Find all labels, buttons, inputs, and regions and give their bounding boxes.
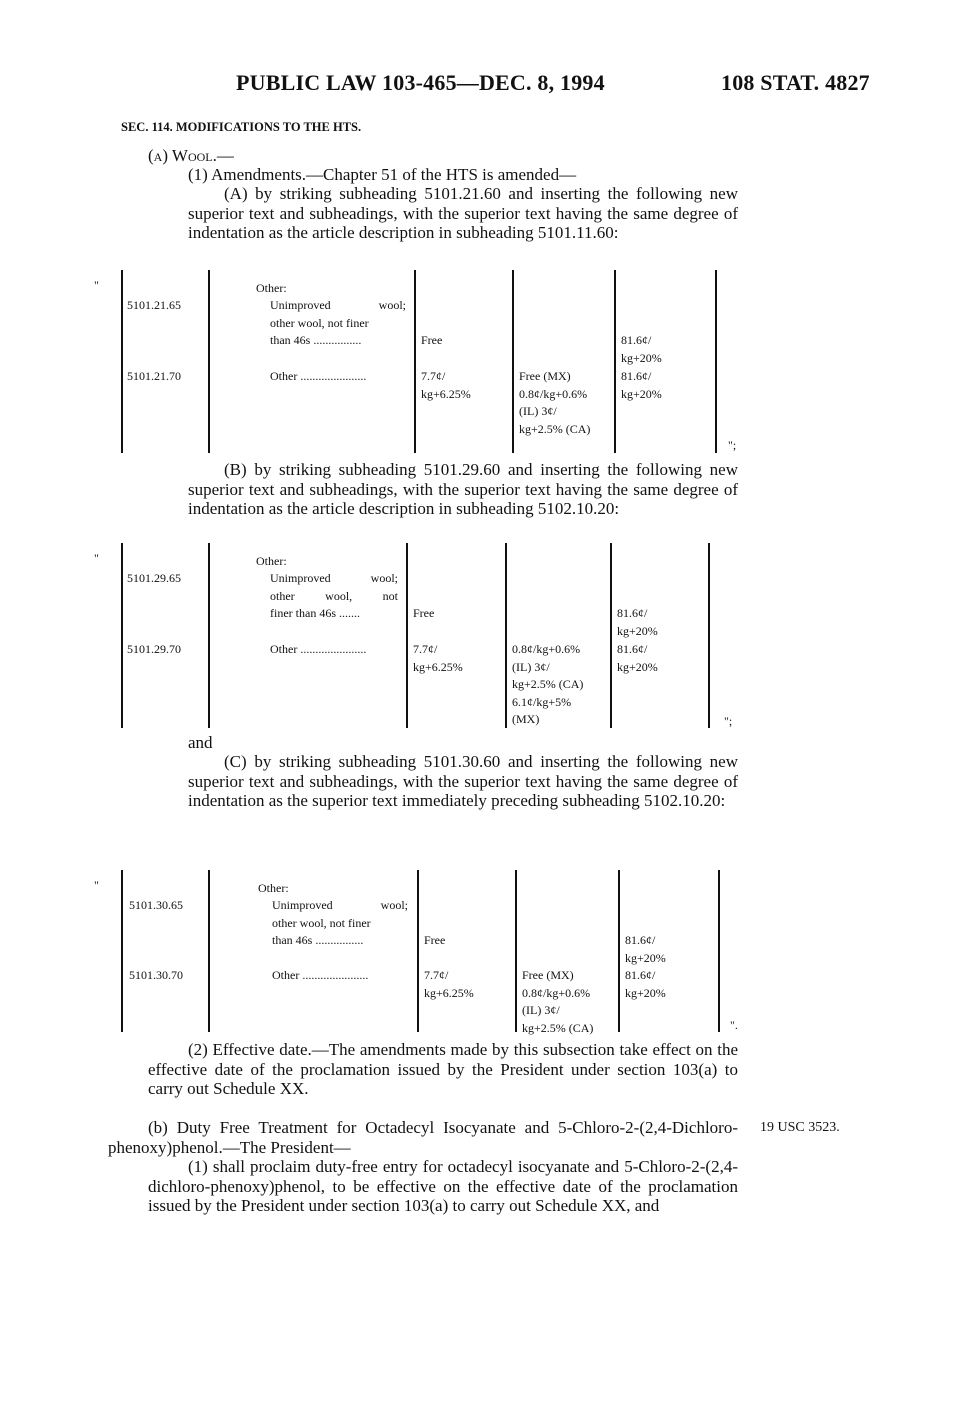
table2-row2-col2: 81.6¢/ kg+20% [617,642,658,674]
table2-row1-code: 5101.29.65 [127,571,181,585]
table3-other-label: Other: [258,881,289,895]
table3-row2-desc: Other ...................... [272,968,369,982]
table3-row1-col2: 81.6¢/ kg+20% [625,933,666,965]
section-heading: SEC. 114. MODIFICATIONS TO THE HTS. [121,120,362,134]
table3-row2-special: Free (MX) 0.8¢/kg+0.6% (IL) 3¢/ kg+2.5% (CA) [522,968,594,1035]
table2-row1-col2: 81.6¢/ kg+20% [617,606,658,638]
table3-row2-general: 7.7¢/ kg+6.25% [424,968,474,1000]
table2-row2-desc: Other ...................... [270,642,367,656]
table3-row2-col2: 81.6¢/ kg+20% [625,968,666,1000]
table2-row1-desc: Unimproved wool; other wool, not finer than 46s ....... [270,571,398,620]
table1-row2-code: 5101.21.70 [127,369,181,383]
table2-row2-special: 0.8¢/kg+0.6% (IL) 3¢/ kg+2.5% (CA) 6.1¢/kg+5% (MX) [512,642,584,726]
table2-other-label: Other: [256,554,287,568]
table1-row2-col2: 81.6¢/ kg+20% [621,369,662,401]
table1-row1-code: 5101.21.65 [127,298,181,312]
table3-row1-general: Free [424,933,446,947]
table3-row1-code: 5101.30.65 [129,898,183,912]
running-header-stat: 108 STAT. 4827 [721,70,870,95]
table3-close-quote: ". [730,1018,738,1032]
table1-row1-desc: Unimproved wool; other wool, not finer than 46s ................ [270,298,406,347]
paragraph-A: (A) by striking subheading 5101.21.60 and inserting the following new superior text and subheadings, with the superior text having the same degree of indentation as the article description in subheading 5101.11.60: [188,184,738,243]
table2-row2-code: 5101.29.70 [127,642,181,656]
running-header-title: PUBLIC LAW 103-465—DEC. 8, 1994 [236,70,605,95]
table2-open-quote: " [94,551,99,565]
table1-row2-desc: Other ...................... [270,369,367,383]
table1-row2-special: Free (MX) 0.8¢/kg+0.6% (IL) 3¢/ kg+2.5% (CA) [519,369,591,436]
table3-row1-desc: Unimproved wool; other wool, not finer than 46s ................ [272,898,408,947]
table2-close-quote: "; [724,714,733,728]
table2-row1-general: Free [413,606,435,620]
table1-row2-general: 7.7¢/ kg+6.25% [421,369,471,401]
and-connector: and [188,733,213,752]
paragraph-C: (C) by striking subheading 5101.30.60 and inserting the following new superior text and subheadings, with the superior text having the same degree of indentation as the superior text immediately preceding subheading 5102.10.20: [188,752,738,811]
amendments-line: (1) Amendments.—Chapter 51 of the HTS is amended— [188,165,577,184]
table3-row2-code: 5101.30.70 [129,968,183,982]
table1-other-label: Other: [256,281,287,295]
table1-open-quote: " [94,278,99,292]
paragraph-b1: (1) shall proclaim duty-free entry for octadecyl isocyanate and 5-Chloro-2-(2,4-dichloro-phenoxy)phenol, to be effective on the effective date of the proclamation issued by the President under section 103(a) to carry out Schedule XX, and [148,1157,738,1216]
paragraph-b-duty-free: (b) Duty Free Treatment for Octadecyl Isocyanate and 5-Chloro-2-(2,4-Dichloro-phenoxy)phenol.—The President— [108,1118,738,1157]
table1-close-quote: "; [728,438,737,452]
paragraph-2-effective-date: (2) Effective date.—The amendments made by this subsection take effect on the effective date of the proclamation issued by the President under section 103(a) to carry out Schedule XX. [148,1040,738,1099]
paragraph-B: (B) by striking subheading 5101.29.60 and inserting the following new superior text and subheadings, with the superior text having the same degree of indentation as the article description in subheading 5102.10.20: [188,460,738,519]
margin-note: 19 USC 3523. [760,1120,840,1135]
table2-row2-general: 7.7¢/ kg+6.25% [413,642,463,674]
table1-row1-general: Free [421,333,443,347]
subsection-a-heading: (a) Wool.— [148,146,234,165]
table1-row1-col2: 81.6¢/ kg+20% [621,333,662,365]
table3-open-quote: " [94,878,99,892]
